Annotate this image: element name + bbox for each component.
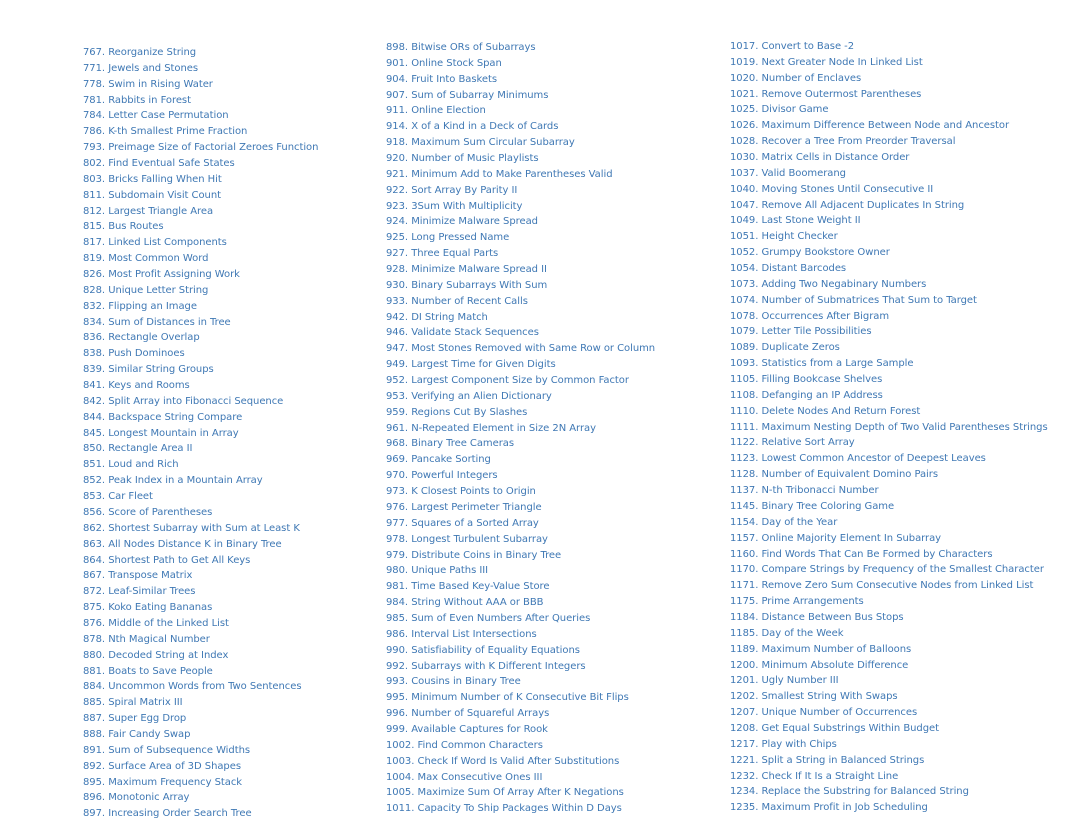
list-item bbox=[730, 179, 1048, 195]
problem-link[interactable]: 1051. Height Checker bbox=[730, 231, 838, 243]
problem-link[interactable]: 968. Binary Tree Cameras bbox=[386, 438, 515, 450]
problem-link[interactable]: 1128. Number of Equivalent Domino Pairs bbox=[730, 469, 939, 481]
problem-link[interactable]: 1011. Capacity To Ship Packages Within D Days bbox=[386, 803, 622, 815]
problem-link[interactable]: 811. Subdomain Visit Count bbox=[83, 189, 221, 201]
problem-link[interactable]: 1207. Unique Number of Occurrences bbox=[730, 707, 918, 719]
list-item bbox=[730, 369, 1048, 385]
problem-link[interactable]: 1074. Number of Submatrices That Sum to Target bbox=[730, 294, 977, 306]
problem-link[interactable]: 1037. Valid Boomerang bbox=[730, 167, 846, 179]
problem-link[interactable]: 970. Powerful Integers bbox=[386, 470, 498, 482]
problem-link[interactable]: 947. Most Stones Removed with Same Row or Column bbox=[386, 343, 656, 355]
problem-link[interactable]: 1122. Relative Sort Array bbox=[730, 437, 855, 449]
list-item bbox=[386, 751, 655, 767]
list-item bbox=[730, 353, 1048, 369]
list-item bbox=[386, 608, 655, 624]
list-item bbox=[83, 42, 318, 58]
problem-link[interactable]: 1003. Check If Word Is Valid After Substitutions bbox=[386, 755, 620, 767]
problem-link[interactable]: 878. Nth Magical Number bbox=[83, 633, 210, 645]
list-item bbox=[386, 227, 655, 243]
list-item bbox=[730, 36, 1048, 52]
list-item bbox=[83, 121, 318, 137]
problem-link[interactable]: 841. Keys and Rooms bbox=[83, 380, 190, 392]
list-item bbox=[730, 797, 1048, 813]
list-item bbox=[386, 164, 655, 180]
list-item bbox=[83, 581, 318, 597]
list-item bbox=[83, 90, 318, 106]
problem-link[interactable]: 914. X of a Kind in a Deck of Cards bbox=[386, 121, 559, 133]
list-item bbox=[386, 656, 655, 672]
list-item bbox=[730, 512, 1048, 528]
problem-link[interactable]: 1235. Maximum Profit in Job Scheduling bbox=[730, 802, 928, 814]
problem-link[interactable]: 924. Minimize Malware Spread bbox=[386, 216, 538, 228]
problem-link[interactable]: 976. Largest Perimeter Triangle bbox=[386, 501, 542, 513]
problem-link[interactable]: 1026. Maximum Difference Between Node and Ancestor bbox=[730, 120, 1010, 132]
list-item bbox=[730, 321, 1048, 337]
list-item bbox=[730, 766, 1048, 782]
list-item bbox=[83, 58, 318, 74]
problem-link[interactable]: 812. Largest Triangle Area bbox=[83, 205, 214, 217]
list-item bbox=[386, 782, 655, 798]
problem-link[interactable]: 953. Verifying an Alien Dictionary bbox=[386, 390, 552, 402]
problem-link[interactable]: 864. Shortest Path to Get All Keys bbox=[83, 554, 251, 566]
list-item bbox=[730, 290, 1048, 306]
list-item bbox=[83, 105, 318, 121]
problem-link[interactable]: 911. Online Election bbox=[386, 105, 486, 117]
list-item bbox=[386, 275, 655, 291]
list-item bbox=[386, 259, 655, 275]
problem-link[interactable]: 969. Pancake Sorting bbox=[386, 454, 491, 466]
problem-link[interactable]: 979. Distribute Coins in Binary Tree bbox=[386, 549, 562, 561]
list-item bbox=[83, 438, 318, 454]
problem-link[interactable]: 895. Maximum Frequency Stack bbox=[83, 776, 243, 788]
problem-list-column-1 bbox=[83, 42, 318, 819]
list-item bbox=[730, 702, 1048, 718]
problem-link[interactable]: 999. Available Captures for Rook bbox=[386, 723, 548, 735]
list-item bbox=[83, 359, 318, 375]
problem-link[interactable]: 1175. Prime Arrangements bbox=[730, 596, 864, 608]
list-item bbox=[386, 53, 655, 69]
problem-link[interactable]: 1078. Occurrences After Bigram bbox=[730, 310, 890, 322]
list-item bbox=[83, 645, 318, 661]
list-item bbox=[730, 226, 1048, 242]
problem-link[interactable]: 1157. Online Majority Element In Subarray bbox=[730, 532, 942, 544]
problem-link[interactable]: 942. DI String Match bbox=[386, 311, 488, 323]
problem-link[interactable]: 828. Unique Letter String bbox=[83, 284, 209, 296]
list-item bbox=[730, 52, 1048, 68]
list-item bbox=[730, 115, 1048, 131]
list-item bbox=[386, 798, 655, 814]
list-item bbox=[386, 735, 655, 751]
list-item bbox=[386, 132, 655, 148]
list-item bbox=[730, 210, 1048, 226]
list-item bbox=[730, 750, 1048, 766]
problem-link[interactable]: 888. Fair Candy Swap bbox=[83, 728, 191, 740]
list-item bbox=[83, 803, 318, 819]
list-item bbox=[730, 607, 1048, 623]
list-item bbox=[386, 116, 655, 132]
list-item bbox=[386, 719, 655, 735]
list-item bbox=[386, 243, 655, 259]
list-item bbox=[386, 513, 655, 529]
problem-link[interactable]: 1073. Adding Two Negabinary Numbers bbox=[730, 278, 927, 290]
list-item bbox=[83, 74, 318, 90]
problem-link[interactable]: 1108. Defanging an IP Address bbox=[730, 389, 883, 401]
list-item bbox=[83, 327, 318, 343]
list-item bbox=[83, 597, 318, 613]
list-item bbox=[83, 248, 318, 264]
problem-link[interactable]: 1185. Day of the Week bbox=[730, 627, 844, 639]
problem-link[interactable]: 1030. Matrix Cells in Distance Order bbox=[730, 152, 910, 164]
problem-link[interactable]: 996. Number of Squareful Arrays bbox=[386, 708, 550, 720]
list-item bbox=[386, 211, 655, 227]
problem-link[interactable]: 1170. Compare Strings by Frequency of the Smallest Character bbox=[730, 564, 1044, 576]
list-item bbox=[83, 676, 318, 692]
problem-link[interactable]: 885. Spiral Matrix III bbox=[83, 697, 183, 709]
problem-link[interactable]: 897. Increasing Order Search Tree bbox=[83, 808, 252, 820]
list-item bbox=[730, 448, 1048, 464]
problem-link[interactable]: 892. Surface Area of 3D Shapes bbox=[83, 760, 241, 772]
list-item bbox=[386, 529, 655, 545]
problem-link[interactable]: 1093. Statistics from a Large Sample bbox=[730, 358, 914, 370]
problem-link[interactable]: 949. Largest Time for Given Digits bbox=[386, 359, 556, 371]
list-item bbox=[83, 661, 318, 677]
list-item bbox=[83, 153, 318, 169]
list-item bbox=[386, 640, 655, 656]
problem-link[interactable]: 1052. Grumpy Bookstore Owner bbox=[730, 247, 890, 259]
problem-link[interactable]: 1105. Filling Bookcase Shelves bbox=[730, 374, 883, 386]
problem-list-column-2 bbox=[386, 37, 655, 814]
list-item bbox=[386, 69, 655, 85]
problem-link[interactable]: 978. Longest Turbulent Subarray bbox=[386, 533, 548, 545]
list-item bbox=[386, 402, 655, 418]
problem-link[interactable]: 839. Similar String Groups bbox=[83, 364, 214, 376]
list-item bbox=[83, 264, 318, 280]
problem-link[interactable]: 1110. Delete Nodes And Return Forest bbox=[730, 405, 921, 417]
list-item bbox=[83, 724, 318, 740]
list-item bbox=[83, 740, 318, 756]
list-item bbox=[386, 37, 655, 53]
problem-link[interactable]: 1160. Find Words That Can Be Formed by Characters bbox=[730, 548, 993, 560]
problem-link[interactable]: 1137. N-th Tribonacci Number bbox=[730, 485, 879, 497]
problem-link[interactable]: 995. Minimum Number of K Consecutive Bit Flips bbox=[386, 692, 629, 704]
problem-link[interactable]: 826. Most Profit Assigning Work bbox=[83, 269, 240, 281]
problem-link[interactable]: 1221. Split a String in Balanced Strings bbox=[730, 754, 925, 766]
problem-link[interactable]: 946. Validate Stack Sequences bbox=[386, 327, 539, 339]
list-item bbox=[730, 781, 1048, 797]
list-item bbox=[730, 242, 1048, 258]
problem-link[interactable]: 842. Split Array into Fibonacci Sequence bbox=[83, 395, 284, 407]
problem-link[interactable]: 1201. Ugly Number III bbox=[730, 675, 839, 687]
list-item bbox=[83, 502, 318, 518]
list-item bbox=[83, 391, 318, 407]
list-item bbox=[730, 480, 1048, 496]
problem-link[interactable]: 856. Score of Parentheses bbox=[83, 506, 213, 518]
list-item bbox=[83, 375, 318, 391]
problem-link[interactable]: 1004. Max Consecutive Ones III bbox=[386, 771, 543, 783]
problem-link[interactable]: 881. Boats to Save People bbox=[83, 665, 213, 677]
problem-link[interactable]: 993. Cousins in Binary Tree bbox=[386, 676, 521, 688]
problem-link[interactable]: 1123. Lowest Common Ancestor of Deepest Leaves bbox=[730, 453, 986, 465]
problem-link[interactable]: 1020. Number of Enclaves bbox=[730, 72, 862, 84]
problem-link[interactable]: 981. Time Based Key-Value Store bbox=[386, 581, 550, 593]
list-item bbox=[730, 163, 1048, 179]
problem-link[interactable]: 928. Minimize Malware Spread II bbox=[386, 264, 547, 276]
problem-link[interactable]: 802. Find Eventual Safe States bbox=[83, 158, 235, 170]
problem-link[interactable]: 1054. Distant Barcodes bbox=[730, 263, 847, 275]
problem-link[interactable]: 1111. Maximum Nesting Depth of Two Valid Parentheses Strings bbox=[730, 421, 1048, 433]
problem-link[interactable]: 852. Peak Index in a Mountain Array bbox=[83, 475, 263, 487]
list-item bbox=[83, 296, 318, 312]
problem-link[interactable]: 977. Squares of a Sorted Array bbox=[386, 517, 539, 529]
problem-link[interactable]: 1079. Letter Tile Possibilities bbox=[730, 326, 872, 338]
list-item bbox=[386, 481, 655, 497]
list-item bbox=[730, 258, 1048, 274]
problem-list-column-3 bbox=[730, 36, 1048, 813]
list-item bbox=[386, 85, 655, 101]
problem-link[interactable]: 898. Bitwise ORs of Subarrays bbox=[386, 42, 536, 53]
problem-link[interactable]: 1217. Play with Chips bbox=[730, 738, 837, 750]
list-item bbox=[83, 486, 318, 502]
problem-link[interactable]: 1208. Get Equal Substrings Within Budget bbox=[730, 722, 939, 734]
problem-link[interactable]: 819. Most Common Word bbox=[83, 253, 209, 265]
list-item bbox=[730, 670, 1048, 686]
problem-link[interactable]: 853. Car Fleet bbox=[83, 491, 153, 503]
problem-link[interactable]: 927. Three Equal Parts bbox=[386, 248, 499, 260]
list-item bbox=[730, 734, 1048, 750]
list-item bbox=[730, 528, 1048, 544]
problem-link[interactable]: 845. Longest Mountain in Array bbox=[83, 427, 239, 439]
list-item bbox=[83, 343, 318, 359]
list-item bbox=[386, 100, 655, 116]
problem-link[interactable]: 1019. Next Greater Node In Linked List bbox=[730, 56, 923, 68]
problem-link[interactable]: 793. Preimage Size of Factorial Zeroes Function bbox=[83, 142, 319, 154]
list-item bbox=[83, 534, 318, 550]
problem-link[interactable]: 872. Leaf-Similar Trees bbox=[83, 586, 196, 598]
problem-link[interactable]: 862. Shortest Subarray with Sum at Least K bbox=[83, 522, 300, 534]
problem-link[interactable]: 1202. Smallest String With Swaps bbox=[730, 691, 898, 703]
problem-link[interactable]: 1047. Remove All Adjacent Duplicates In String bbox=[730, 199, 965, 211]
problem-link[interactable]: 1049. Last Stone Weight II bbox=[730, 215, 861, 227]
problem-link[interactable]: 907. Sum of Subarray Minimums bbox=[386, 89, 549, 101]
problem-link[interactable]: 838. Push Dominoes bbox=[83, 348, 185, 360]
list-item bbox=[83, 756, 318, 772]
problem-link[interactable]: 922. Sort Array By Parity II bbox=[386, 184, 518, 196]
problem-link[interactable]: 786. K-th Smallest Prime Fraction bbox=[83, 126, 248, 138]
problem-link[interactable]: 1021. Remove Outermost Parentheses bbox=[730, 88, 922, 100]
list-item bbox=[730, 401, 1048, 417]
problem-link[interactable]: 1184. Distance Between Bus Stops bbox=[730, 611, 904, 623]
list-item bbox=[83, 565, 318, 581]
problem-link[interactable]: 1200. Minimum Absolute Difference bbox=[730, 659, 909, 671]
problem-link[interactable]: 901. Online Stock Span bbox=[386, 57, 502, 69]
problem-link[interactable]: 832. Flipping an Image bbox=[83, 300, 197, 312]
problem-link[interactable]: 973. K Closest Points to Origin bbox=[386, 486, 536, 498]
list-item bbox=[386, 307, 655, 323]
list-item bbox=[730, 623, 1048, 639]
problem-link[interactable]: 930. Binary Subarrays With Sum bbox=[386, 279, 548, 291]
list-item bbox=[83, 772, 318, 788]
problem-link[interactable]: 863. All Nodes Distance K in Binary Tree bbox=[83, 538, 282, 550]
list-item bbox=[386, 148, 655, 164]
problem-link[interactable]: 920. Number of Music Playlists bbox=[386, 153, 539, 165]
problem-link[interactable]: 771. Jewels and Stones bbox=[83, 62, 199, 74]
list-item bbox=[83, 185, 318, 201]
problem-link[interactable]: 803. Bricks Falling When Hit bbox=[83, 173, 222, 185]
problem-link[interactable]: 844. Backspace String Compare bbox=[83, 411, 243, 423]
list-item bbox=[386, 418, 655, 434]
problem-link[interactable]: 1017. Convert to Base -2 bbox=[730, 41, 855, 52]
list-item bbox=[386, 687, 655, 703]
list-item bbox=[386, 624, 655, 640]
problem-link[interactable]: 887. Super Egg Drop bbox=[83, 713, 187, 725]
list-item bbox=[83, 454, 318, 470]
problem-link[interactable]: 1234. Replace the Substring for Balanced String bbox=[730, 786, 969, 798]
list-item bbox=[386, 322, 655, 338]
list-item bbox=[83, 708, 318, 724]
problem-link[interactable]: 784. Letter Case Permutation bbox=[83, 110, 229, 122]
list-item bbox=[730, 84, 1048, 100]
list-item bbox=[386, 449, 655, 465]
problem-link[interactable]: 986. Interval List Intersections bbox=[386, 628, 537, 640]
list-item bbox=[83, 629, 318, 645]
list-item bbox=[386, 592, 655, 608]
problem-link[interactable]: 778. Swim in Rising Water bbox=[83, 78, 213, 90]
list-item bbox=[730, 496, 1048, 512]
problem-link[interactable]: 781. Rabbits in Forest bbox=[83, 94, 191, 106]
list-item bbox=[730, 686, 1048, 702]
problem-link[interactable]: 925. Long Pressed Name bbox=[386, 232, 510, 244]
list-item bbox=[83, 692, 318, 708]
list-item bbox=[730, 432, 1048, 448]
problem-link[interactable]: 891. Sum of Subsequence Widths bbox=[83, 744, 251, 756]
list-item bbox=[83, 137, 318, 153]
list-item bbox=[730, 306, 1048, 322]
problem-link[interactable]: 876. Middle of the Linked List bbox=[83, 617, 229, 629]
problem-link[interactable]: 1040. Moving Stones Until Consecutive II bbox=[730, 183, 934, 195]
problem-link[interactable]: 923. 3Sum With Multiplicity bbox=[386, 200, 523, 212]
list-item bbox=[83, 169, 318, 185]
problem-link[interactable]: 921. Minimum Add to Make Parentheses Valid bbox=[386, 168, 613, 180]
list-item bbox=[386, 560, 655, 576]
list-item bbox=[83, 216, 318, 232]
list-item bbox=[730, 195, 1048, 211]
problem-link[interactable]: 918. Maximum Sum Circular Subarray bbox=[386, 137, 575, 149]
problem-link[interactable]: 1005. Maximize Sum Of Array After K Negations bbox=[386, 787, 624, 799]
list-item bbox=[730, 68, 1048, 84]
list-item bbox=[730, 575, 1048, 591]
problem-link[interactable]: 1028. Recover a Tree From Preorder Traversal bbox=[730, 136, 956, 148]
list-item bbox=[386, 465, 655, 481]
list-item bbox=[386, 545, 655, 561]
list-item bbox=[730, 147, 1048, 163]
problem-link[interactable]: 1002. Find Common Characters bbox=[386, 739, 543, 751]
list-item bbox=[386, 338, 655, 354]
problem-link[interactable]: 1145. Binary Tree Coloring Game bbox=[730, 500, 895, 512]
problem-link[interactable]: 1171. Remove Zero Sum Consecutive Nodes from Linked List bbox=[730, 580, 1034, 592]
list-item bbox=[730, 417, 1048, 433]
list-item bbox=[83, 423, 318, 439]
problem-link[interactable]: 1025. Divisor Game bbox=[730, 104, 829, 116]
problem-link[interactable]: 985. Sum of Even Numbers After Queries bbox=[386, 612, 591, 624]
list-item bbox=[83, 201, 318, 217]
list-item bbox=[83, 613, 318, 629]
list-item bbox=[386, 370, 655, 386]
list-item bbox=[386, 180, 655, 196]
list-item bbox=[386, 703, 655, 719]
list-item bbox=[730, 639, 1048, 655]
list-item bbox=[83, 470, 318, 486]
problem-link[interactable]: 933. Number of Recent Calls bbox=[386, 295, 528, 307]
list-item bbox=[386, 354, 655, 370]
list-item bbox=[730, 544, 1048, 560]
problem-link[interactable]: 880. Decoded String at Index bbox=[83, 649, 229, 661]
problem-link[interactable]: 834. Sum of Distances in Tree bbox=[83, 316, 231, 328]
problem-link[interactable]: 867. Transpose Matrix bbox=[83, 570, 193, 582]
problem-link[interactable]: 992. Subarrays with K Different Integers bbox=[386, 660, 586, 672]
list-item bbox=[730, 655, 1048, 671]
list-item bbox=[83, 232, 318, 248]
list-item bbox=[730, 559, 1048, 575]
list-item bbox=[730, 131, 1048, 147]
problem-link[interactable]: 1089. Duplicate Zeros bbox=[730, 342, 840, 354]
problem-link[interactable]: 851. Loud and Rich bbox=[83, 459, 179, 471]
problem-link[interactable]: 884. Uncommon Words from Two Sentences bbox=[83, 681, 302, 693]
problem-link[interactable]: 904. Fruit Into Baskets bbox=[386, 73, 498, 85]
problem-link[interactable]: 815. Bus Routes bbox=[83, 221, 164, 233]
list-item bbox=[386, 433, 655, 449]
list-item bbox=[83, 312, 318, 328]
list-item bbox=[386, 386, 655, 402]
problem-link[interactable]: 1154. Day of the Year bbox=[730, 516, 838, 528]
list-item bbox=[386, 671, 655, 687]
problem-link[interactable]: 959. Regions Cut By Slashes bbox=[386, 406, 528, 418]
list-item bbox=[730, 337, 1048, 353]
list-item bbox=[83, 550, 318, 566]
problem-link[interactable]: 952. Largest Component Size by Common Factor bbox=[386, 375, 629, 387]
list-item bbox=[83, 407, 318, 423]
list-item bbox=[83, 280, 318, 296]
problem-link[interactable]: 980. Unique Paths III bbox=[386, 565, 489, 577]
problem-link[interactable]: 961. N-Repeated Element in Size 2N Array bbox=[386, 422, 596, 434]
problem-link[interactable]: 767. Reorganize String bbox=[83, 47, 197, 58]
problem-link[interactable]: 896. Monotonic Array bbox=[83, 792, 190, 804]
list-item bbox=[83, 787, 318, 803]
list-item bbox=[386, 196, 655, 212]
list-item bbox=[730, 464, 1048, 480]
list-item bbox=[83, 518, 318, 534]
list-item bbox=[730, 591, 1048, 607]
list-item bbox=[386, 497, 655, 513]
problem-link[interactable]: 1232. Check If It Is a Straight Line bbox=[730, 770, 899, 782]
list-item bbox=[730, 274, 1048, 290]
list-item bbox=[730, 385, 1048, 401]
list-item bbox=[730, 718, 1048, 734]
problem-link[interactable]: 990. Satisfiability of Equality Equations bbox=[386, 644, 580, 656]
problem-link[interactable]: 1189. Maximum Number of Balloons bbox=[730, 643, 912, 655]
list-item bbox=[386, 576, 655, 592]
problem-link[interactable]: 836. Rectangle Overlap bbox=[83, 332, 200, 344]
problem-link[interactable]: 984. String Without AAA or BBB bbox=[386, 597, 544, 609]
list-item bbox=[386, 767, 655, 783]
list-item bbox=[730, 99, 1048, 115]
list-item bbox=[386, 291, 655, 307]
problem-link[interactable]: 875. Koko Eating Bananas bbox=[83, 602, 213, 614]
problem-link[interactable]: 817. Linked List Components bbox=[83, 237, 227, 249]
problem-link[interactable]: 850. Rectangle Area II bbox=[83, 443, 193, 455]
